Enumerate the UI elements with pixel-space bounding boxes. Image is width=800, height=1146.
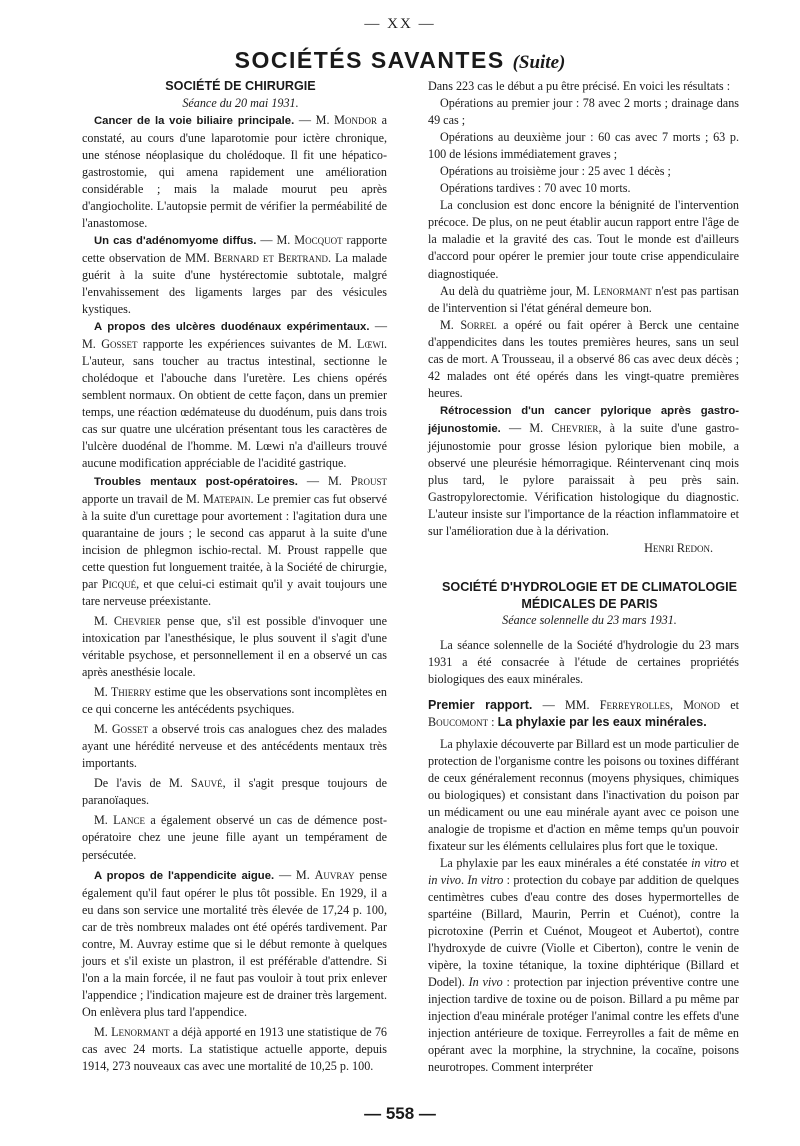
session-chirurgie: Séance du 20 mai 1931. <box>182 95 299 110</box>
paragraph-cancer-biliaire: Cancer de la voie biliaire principale. — M. Mondor a constaté, au cours d'une laparotomie pour ictère chronique, une sténose néoplasique du cholédoque. Il fit une hépatico-gastrostomie, qui amena rapidement une amélioration considérable ; mais la malade mourut peu après d'angiocholite. L'autopsie permit de vérifier la perméabilité de l'anastomose. <box>82 112 387 230</box>
section-title-hydrologie-1: SOCIÉTÉ D'HYDROLOGIE ET DE CLIMATOLOGIE <box>442 580 737 595</box>
paragraph-intro-hydrologie: La séance solennelle de la Société d'hydrologie du 23 mars 1931 a été consacrée à l'étude de certaines propriétés biologiques des eaux minérales. <box>428 638 739 687</box>
session-hydrologie: Séance solennelle du 23 mars 1931. <box>502 613 677 628</box>
paragraph-retrocession: Rétrocession d'un cancer pylorique après gastro-jéjunostomie. — M. Chevrier, à la suite d'une gastro-jéjunostomie pour grosse lésion pylorique bien mobile, a observé une pleurésie hémorragique. Réintervenant cinq mois plus tard, le pylore paraissait à peu près sain. Gastropylorectomie. Vérification histologique du diagnostic. L'auteur insiste sur l'importance de la réaction inflammatoire et sur l'amélioration due à la dérivation. <box>428 404 739 539</box>
paragraph-lenormant-2: Au delà du quatrième jour, M. Lenormant n'est pas partisan de l'intervention si l'état général demeure bon. <box>428 283 740 315</box>
paragraph-sauve: De l'avis de M. Sauvé, il s'agit presque toujours de paranoïaques. <box>82 776 387 808</box>
heading-retrocession: Rétrocession d'un cancer pylorique après gastro-jéjunostomie. <box>428 404 739 435</box>
running-head: — XX — <box>364 16 436 32</box>
heading-troubles-mentaux: Troubles mentaux post-opératoires. <box>94 475 298 488</box>
paragraph-troubles-mentaux: Troubles mentaux post-opératoires. — M. Proust apporte un travail de M. Matepain. Le premier cas fut observé à la suite d'un curettage pour avortement : l'agitation dura une quarantaine de jours ; le second cas apparut à la suite d'une incision de phlegmon ischio-rectal. M. Proust rappelle que cette question fut longuement traitée, à la Société de chirurgie, par Picqué, et que celui-ci estimait qu'il y avait toujours une tare nerveuse préexistante. <box>82 473 388 608</box>
heading-appendicite: A propos de l'appendicite aigue. <box>94 869 275 882</box>
page-title <box>0 48 800 75</box>
page-number: — 558 — <box>364 1104 436 1123</box>
title-suite: (Suite) <box>512 52 566 73</box>
paragraph-phylaxie-eaux: La phylaxie par les eaux minérales a été constatée in vitro et in vivo. In vitro : protection du cobaye par addition de quelques centimètres cubes d'eau contre des doses hypermortelles de spartéine (Billard, Maurin, Perrin et Cuénot), contre la picrotoxine (Perrin et Cuénot, Mougeot et Aubertot), contre l'hydroxyde de cuivre (Violle et Ciberton), contre le venin de vipère, la toxine tétanique, la toxine diphtérique (Billard et Dodel). In vivo : protection par injection préventive contre une injection tardive de toxine ou de poison. Billard a pu même par injection d'eau minérale protéger l'animal contre les effets d'une injection antérieure de toxique. Ferreyrolles a fait de même en opérant avec la morphine, la strychnine, la cocaïne, poisons neurotropes. Comment interpréter <box>428 855 740 1075</box>
paragraph-lance: M. Lance a également observé un cas de démence post-opératoire chez une jeune fille ayant un tempérament de persécutée. <box>82 813 387 862</box>
heading-cancer-biliaire: Cancer de la voie biliaire principale. <box>94 114 295 127</box>
stats-day1: Opérations au premier jour : 78 avec 2 morts ; drainage dans 49 cas ; <box>428 96 739 128</box>
paragraph-ulceres: A propos des ulcères duodénaux expérimentaux. — M. Gosset rapporte les expériences suivantes de M. Lœwi. L'auteur, sans toucher au tractus intestinal, sectionne le cholédoque et l'abouche dans l'uretère. Les chiens opérés semblent normaux. On obtient de cette façon, dans un premier temps, une réaction œdémateuse du duodénum, puis dans trois cas sur quatre une ulcération présentant tous les caractères de l'ulcère duodénal de l'homme. M. Lœwi n'a d'ailleurs trouvé aucune modification appréciable de l'acidité gastrique. <box>82 319 387 471</box>
heading-adenomyome: Un cas d'adénomyome diffus. <box>94 234 257 247</box>
paragraph-gosset: M. Gosset a observé trois cas analogues chez des malades ayant une hérédité nerveuse et des antécédents mentaux très importants. <box>82 722 387 771</box>
paragraph-adenomyome: Un cas d'adénomyome diffus. — M. Mocquot rapporte cette observation de MM. Bernard et Bertrand. La malade guérit à la suite d'une hystérectomie subtotale, malgré l'envahissement des ligaments larges par des vésicules kystiques. <box>82 232 388 317</box>
paragraph-appendicite: A propos de l'appendicite aigue. — M. Auvray pense également qu'il faut opérer le plus tôt possible. En 1929, il a eu dans son service une mortalité très élevée de 17,24 p. 100, car de très nombreux malades ont été opérés tardivement. Par contre, M. Auvray estime que si le début remonte à quelques jours et s'il existe un plastron, il est préférable d'attendre. Si l'on a la main forcée, il ne faut pas vouloir à tout prix enlever l'appendice ; l'indication majeure est de drainer très largement. On enlèvera plus tard l'appendice. <box>82 867 387 1019</box>
paragraph-conclusion: La conclusion est donc encore la bénignité de l'intervention précoce. De plus, on ne peut établir aucun rapport entre l'âge de la maladie et la gravité des cas. Tout le monde est d'ailleurs d'accord pour opérer le premier jour toute crise appendiculaire diagnostiquée. <box>428 198 739 281</box>
stats-day3: Opérations au troisième jour : 25 avec 1 décès ; <box>440 164 671 179</box>
paragraph-phylaxie: La phylaxie découverte par Billard est un mode particulier de protection de l'organisme contre les poisons ou toxines différant de ceux généralement reconnus (moyens physiques, chimiques ou biologiques) et consistant dans l'inactivation du poison par un médicament ou une eau minérale ayant avec ce poison une analogie de tropisme et d'action en même temps qu'un pouvoir fixateur sur les éléments cellulaires plus fort que le toxique. <box>428 736 739 853</box>
paragraph-lenormant: M. Lenormant a déjà apporté en 1913 une statistique de 76 cas avec 24 morts. La statistique actuelle apporte, depuis 1914, 273 nouveaux cas avec une mortalité de 10,25 p. 100. <box>82 1024 387 1074</box>
signature: Henri Redon. <box>644 541 713 556</box>
section-title-hydrologie-2: MÉDICALES DE PARIS <box>521 596 658 611</box>
title-main: SOCIÉTÉS SAVANTES <box>234 47 505 73</box>
right-column <box>428 78 739 1077</box>
paragraph-sorrel: M. Sorrel a opéré ou fait opérer à Berck une centaine d'appendicites dans les toutes premières heures, sans un seul cas de mort. A Trousseau, il a observé 86 cas avec deux décès ; 42 malades ont été opérés dans les vingt-quatre premières heures. <box>428 317 739 400</box>
stats-day2: Opérations au deuxième jour : 60 cas avec 7 morts ; 63 p. 100 de lésions immédiatement graves ; <box>428 130 739 162</box>
paragraph-thierry: M. Thierry estime que les observations sont incomplètes en ce qui concerne les antécédents psychiques. <box>82 685 387 717</box>
paragraph-premier-rapport: Premier rapport. — MM. Ferreyrolles, Monod et Boucomont : La phylaxie par les eaux minérales. <box>428 697 739 729</box>
heading-ulceres: A propos des ulcères duodénaux expérimentaux. <box>94 321 370 334</box>
stats-intro: Dans 223 cas le début a pu être précisé. En voici les résultats : <box>428 79 731 93</box>
section-title-chirurgie: SOCIÉTÉ DE CHIRURGIE <box>165 79 316 93</box>
left-column <box>82 78 387 1075</box>
stats-late: Opérations tardives : 70 avec 10 morts. <box>440 181 631 196</box>
paragraph-chevrier: M. Chevrier pense que, s'il est possible d'invoquer une intoxication par l'anesthésique, le plus souvent il s'agit d'une véritable psychose, et personnellement il en a observé un cas après anesthésie locale. <box>82 613 387 680</box>
